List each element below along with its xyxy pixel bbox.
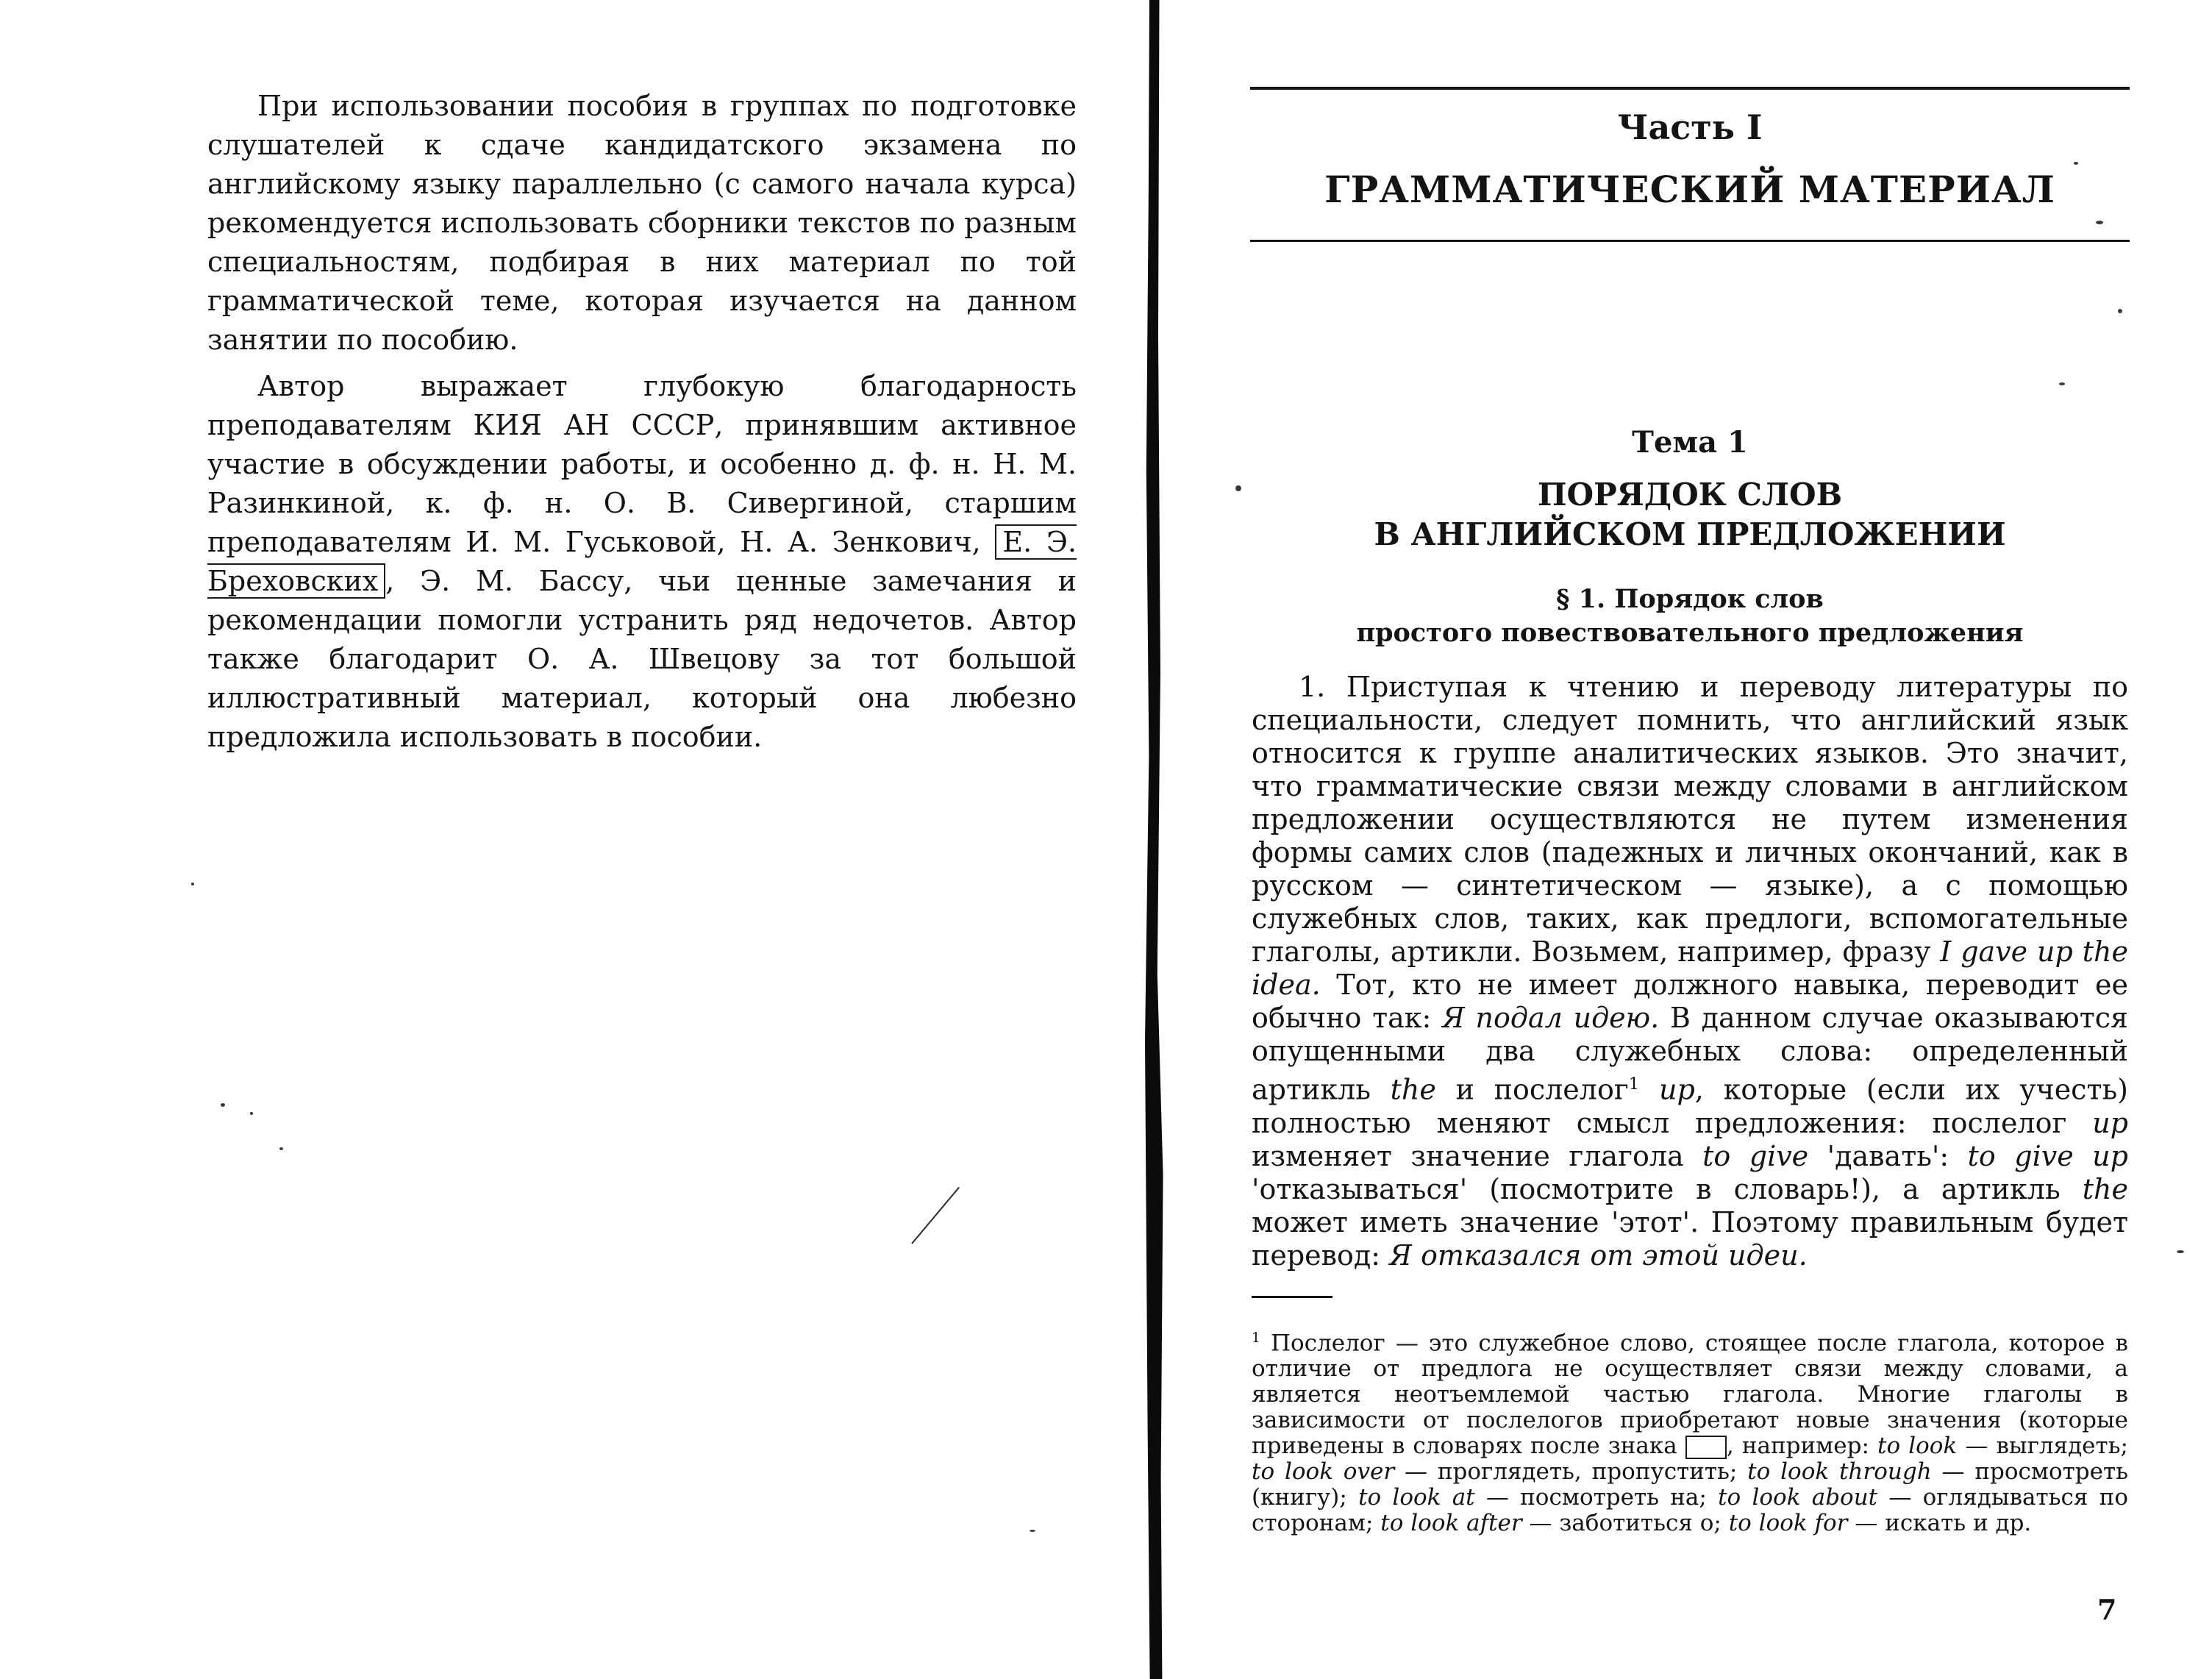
scan-speck <box>2177 1250 2184 1253</box>
section-title <box>1250 582 2130 650</box>
body-text: 'отказываться' (посмотрите в словарь!), а артикль <box>1252 1172 2083 1205</box>
footnote-text: — искать и др. <box>1847 1510 2032 1537</box>
body-text: изменяет значение глагола <box>1252 1139 1703 1172</box>
footnote-text: — заботиться о; <box>1521 1510 1729 1537</box>
footnote-text: , например: <box>1726 1433 1877 1460</box>
example-phrase: Я подал идею. <box>1442 1002 1660 1034</box>
scan-speck <box>279 1147 283 1150</box>
footnote-example: to look <box>1877 1433 1958 1460</box>
page-number: 7 <box>2097 1593 2117 1626</box>
footnote <box>1252 1325 2128 1536</box>
topic-title <box>1250 475 2130 555</box>
boxed-name: Е. Э. Бреховских <box>207 526 1077 597</box>
section-title-line: простого повествовательного предложения <box>1356 618 2024 648</box>
topic-title-line: В АНГЛИЙСКОМ ПРЕДЛОЖЕНИИ <box>1374 516 2006 552</box>
footnote-example: to look about <box>1718 1484 1878 1511</box>
pen-mark <box>911 1187 960 1244</box>
acknowledgement-text-start: Автор выражает глубокую благодарность преподавателям КИЯ АН СССР, принявшим активное участие в обсуждении работы, и особенно д. ф. н. Н. М. Разинкиной, к. ф. н. О. В. Сивергиной, старшим преподавателям И. М. Гуськовой, Н. А. Зенкович, <box>207 370 1077 558</box>
scan-speck <box>191 883 194 885</box>
example-phrase: up <box>1639 1073 1695 1106</box>
body-text: и послелог <box>1435 1073 1629 1106</box>
footnote-example: to look for <box>1728 1510 1848 1537</box>
scan-speck <box>2096 221 2103 224</box>
dictionary-sign-box <box>1685 1436 1727 1459</box>
footnote-text: — оглядываться по сторонам; <box>1252 1484 2129 1537</box>
footnote-example: to look at <box>1358 1484 1475 1511</box>
book-gutter-shadow <box>1143 0 1165 1679</box>
scan-speck <box>221 1103 225 1107</box>
footnote-text: Послелог — это служебное слово, стоящее после глагола, которое в отличие от предлога не осуществляет связи между словами, а является неотъемлемой частью глагола. Многие глаголы в зависимости от послелогов приобретают новые значения (которые приведены в словарях после знака <box>1252 1330 2128 1460</box>
right-page <box>1191 0 2212 1679</box>
scan-speck <box>1030 1530 1035 1532</box>
part-title: ГРАММАТИЧЕСКИЙ МАТЕРИАЛ <box>1324 168 2055 211</box>
scan-speck <box>250 1112 253 1115</box>
footnote-text: — выглядеть; <box>1957 1433 2128 1460</box>
body-text: 'давать': <box>1808 1139 1968 1172</box>
example-phrase: up <box>2092 1106 2128 1139</box>
scan-speck <box>2074 162 2078 165</box>
footnote-text: — проглядеть, пропустить; <box>1394 1458 1748 1486</box>
example-phrase: I gave up the idea. <box>1252 935 2128 1001</box>
example-phrase: the <box>1390 1073 1436 1106</box>
footnote-text: — просмотреть (книгу); <box>1252 1458 2129 1511</box>
example-phrase: Я отказался от этой идеи. <box>1389 1238 1808 1272</box>
main-paragraph <box>1252 671 2128 1272</box>
footnote-example: to look after <box>1380 1510 1522 1537</box>
footnote-example: to look through <box>1747 1458 1932 1486</box>
footnote-number: 1 <box>1252 1330 1260 1346</box>
scan-speck <box>1235 485 1241 491</box>
part-label: Часть I <box>1617 107 1763 147</box>
footnote-example: to look over <box>1252 1458 1395 1486</box>
body-text: Тот, кто не имеет должного навыка, переводит ее обычно так: <box>1252 969 2128 1034</box>
example-phrase: the <box>2082 1172 2128 1205</box>
body-text: , которые (если их учесть) полностью меняют смысл предложения: послелог <box>1252 1073 2129 1139</box>
scan-speck <box>2118 309 2122 313</box>
acknowledgement-paragraph <box>207 367 1077 757</box>
footnote-text: — посмотреть на; <box>1474 1484 1719 1511</box>
section-title-line: § 1. Порядок слов <box>1556 584 1824 614</box>
heading-rule-bottom <box>1250 240 2130 242</box>
body-text: В данном случае оказываются опущенными два служебных слова: определенный артикль <box>1252 1002 2129 1106</box>
example-phrase: to give <box>1702 1139 1809 1172</box>
scan-speck <box>2059 382 2065 385</box>
usage-paragraph: При использовании пособия в группах по подготовке слушателей к сдаче кандидатского экзамена по английскому языку параллельно (с самого начала курса) рекомендуется использовать сборники текстов по разным специальностям, подбирая в них материал по той грамматической теме, которая изучается на данном занятии по пособию. <box>207 90 1077 356</box>
body-text: может иметь значение 'этот'. Поэтому правильным будет перевод: <box>1252 1205 2128 1272</box>
body-text: 1. Приступая к чтению и переводу литературы по специальности, следует помнить, что английский язык относится к группе аналитических языков. Это значит, что грамматические связи между словами в английском предложении осуществляются не путем изменения формы самих слов (падежных и личных окончаний, как в русском — синтетическом — языке), а с помощью служебных слов, таких, как предлоги, вспомогательные глаголы, артикли. Возьмем, например, фразу <box>1252 671 2128 968</box>
footnote-marker: 1 <box>1628 1074 1640 1094</box>
example-phrase: to give up <box>1967 1139 2128 1172</box>
heading-rule-top <box>1250 87 2130 90</box>
acknowledgement-text-end: , Э. М. Бассу, чьи ценные замечания и рекомендации помогли устранить ряд недочетов. Автор также благодарит О. А. Швецову за тот большой иллюстративный материал, который она любезно предложила использовать в пособии. <box>207 565 1077 753</box>
left-page-text <box>207 87 1077 764</box>
topic-title-line: ПОРЯДОК СЛОВ <box>1537 477 1843 513</box>
topic-label: Тема 1 <box>1632 425 1748 460</box>
footnote-rule <box>1252 1296 1332 1298</box>
